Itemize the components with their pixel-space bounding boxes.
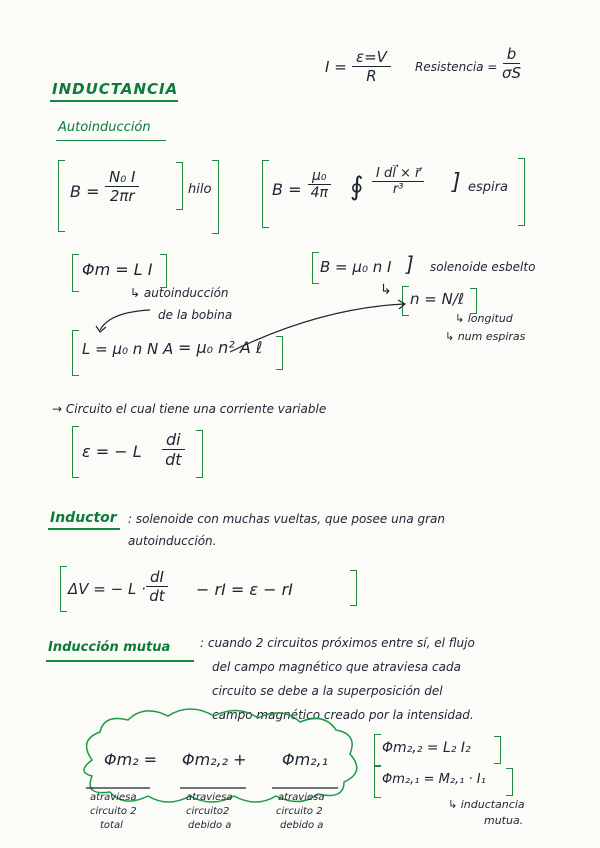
label-3c: debido a — [280, 820, 324, 831]
b-loop-numerator: N₀ I — [105, 168, 139, 187]
m21-equation: Φm₂,₁ = M₂,₁ · I₁ — [382, 772, 486, 787]
L-equation-a: L = μ₀ n N A — [82, 340, 174, 358]
integral-symbol: ∮ — [350, 172, 364, 202]
label-2b: circuito2 — [186, 806, 230, 817]
bracket-right — [494, 736, 501, 764]
dv-denominator: dt — [149, 587, 165, 605]
cloud-eq-a: Φm₂ = — [104, 750, 158, 769]
cloud-eq-c: Φm₂,₁ — [282, 750, 329, 769]
resistance-label: Resistencia = — [415, 60, 498, 74]
bracket-right — [506, 768, 513, 796]
ohm-lhs: I = — [325, 58, 347, 76]
inductor-desc-1: : solenoide con muchas vueltas, que posee una gran — [128, 512, 446, 526]
dv-numerator: dI — [146, 568, 168, 587]
mutual-desc-1: : cuando 2 circuitos próximos entre sí, el flujo — [200, 636, 475, 650]
b-loop-tag: hilo — [188, 182, 212, 197]
mutual-desc-2: del campo magnético que atraviesa cada — [212, 660, 461, 674]
phi-note-1: ↳ autoinducción — [130, 286, 229, 300]
inductor-heading: Inductor — [50, 510, 117, 526]
label-1b: circuito 2 — [90, 806, 137, 817]
b-spira-integrand-numerator: I dl⃗ × r⃗ — [372, 166, 424, 182]
b-spira-denominator: 4π — [310, 185, 328, 201]
page-title: INDUCTANCIA — [52, 80, 179, 98]
emf-numerator: di — [162, 430, 185, 450]
label-1c: total — [100, 820, 123, 831]
bracket-left — [374, 734, 381, 766]
b-spira-lhs: B = — [272, 180, 302, 199]
L-equation-b: = μ₀ n² A ℓ — [178, 338, 263, 357]
label-1a: atraviesa — [90, 792, 137, 803]
m-note-1: ↳ inductancia — [448, 798, 525, 811]
solenoid-tag: solenoide esbelto — [430, 260, 536, 274]
n-note-2: ↳ num espiras — [445, 330, 526, 343]
label-3a: atraviesa — [278, 792, 325, 803]
label-2c: debido a — [188, 820, 232, 831]
b-loop-lhs: B = — [70, 182, 100, 201]
b-loop-denominator: 2πr — [109, 187, 135, 205]
m22-equation: Φm₂,₂ = L₂ I₂ — [382, 740, 471, 756]
mutual-desc-3: circuito se debe a la superposición del — [212, 684, 443, 698]
bracket-glyph: ] — [452, 170, 461, 195]
emf-denominator: dt — [165, 450, 182, 469]
phi-equation: Φm = L I — [82, 260, 153, 279]
circuit-description: → Circuito el cual tiene una corriente variable — [52, 402, 327, 416]
resistance-denominator: σS — [502, 64, 522, 82]
corner-glyph: ↳ — [380, 282, 392, 298]
bracket-left — [374, 766, 381, 798]
mutual-desc-4: campo magnético creado por la intensidad. — [212, 708, 474, 722]
n-equation: n = N/ℓ — [410, 290, 465, 308]
ohm-denominator: R — [366, 67, 377, 85]
inductor-desc-2: autoinducción. — [128, 534, 217, 548]
b-spira-tag: espira — [468, 180, 508, 195]
label-2a: atraviesa — [186, 792, 233, 803]
emf-lhs: ε = − L — [82, 442, 142, 461]
phi-note-2: de la bobina — [158, 308, 233, 322]
dv-lhs: ΔV = − L · — [68, 580, 146, 598]
cloud-eq-b: Φm₂,₂ + — [182, 750, 247, 769]
autoinduccion-heading: Autoinducción — [58, 120, 151, 135]
resistance-numerator: b — [503, 45, 521, 64]
label-3b: circuito 2 — [276, 806, 323, 817]
n-note-1: ↳ longitud — [455, 312, 513, 325]
ohm-numerator: ε=V — [352, 48, 391, 67]
solenoid-equation: B = μ₀ n I — [320, 258, 392, 276]
b-spira-integrand-denominator: r³ — [392, 182, 404, 197]
bracket-glyph: ] — [406, 252, 414, 276]
b-spira-numerator: μ₀ — [308, 168, 331, 185]
mutual-heading: Inducción mutua — [48, 640, 171, 655]
m-note-2: mutua. — [484, 814, 524, 827]
dv-rhs: − rI = ε − rI — [196, 580, 293, 599]
